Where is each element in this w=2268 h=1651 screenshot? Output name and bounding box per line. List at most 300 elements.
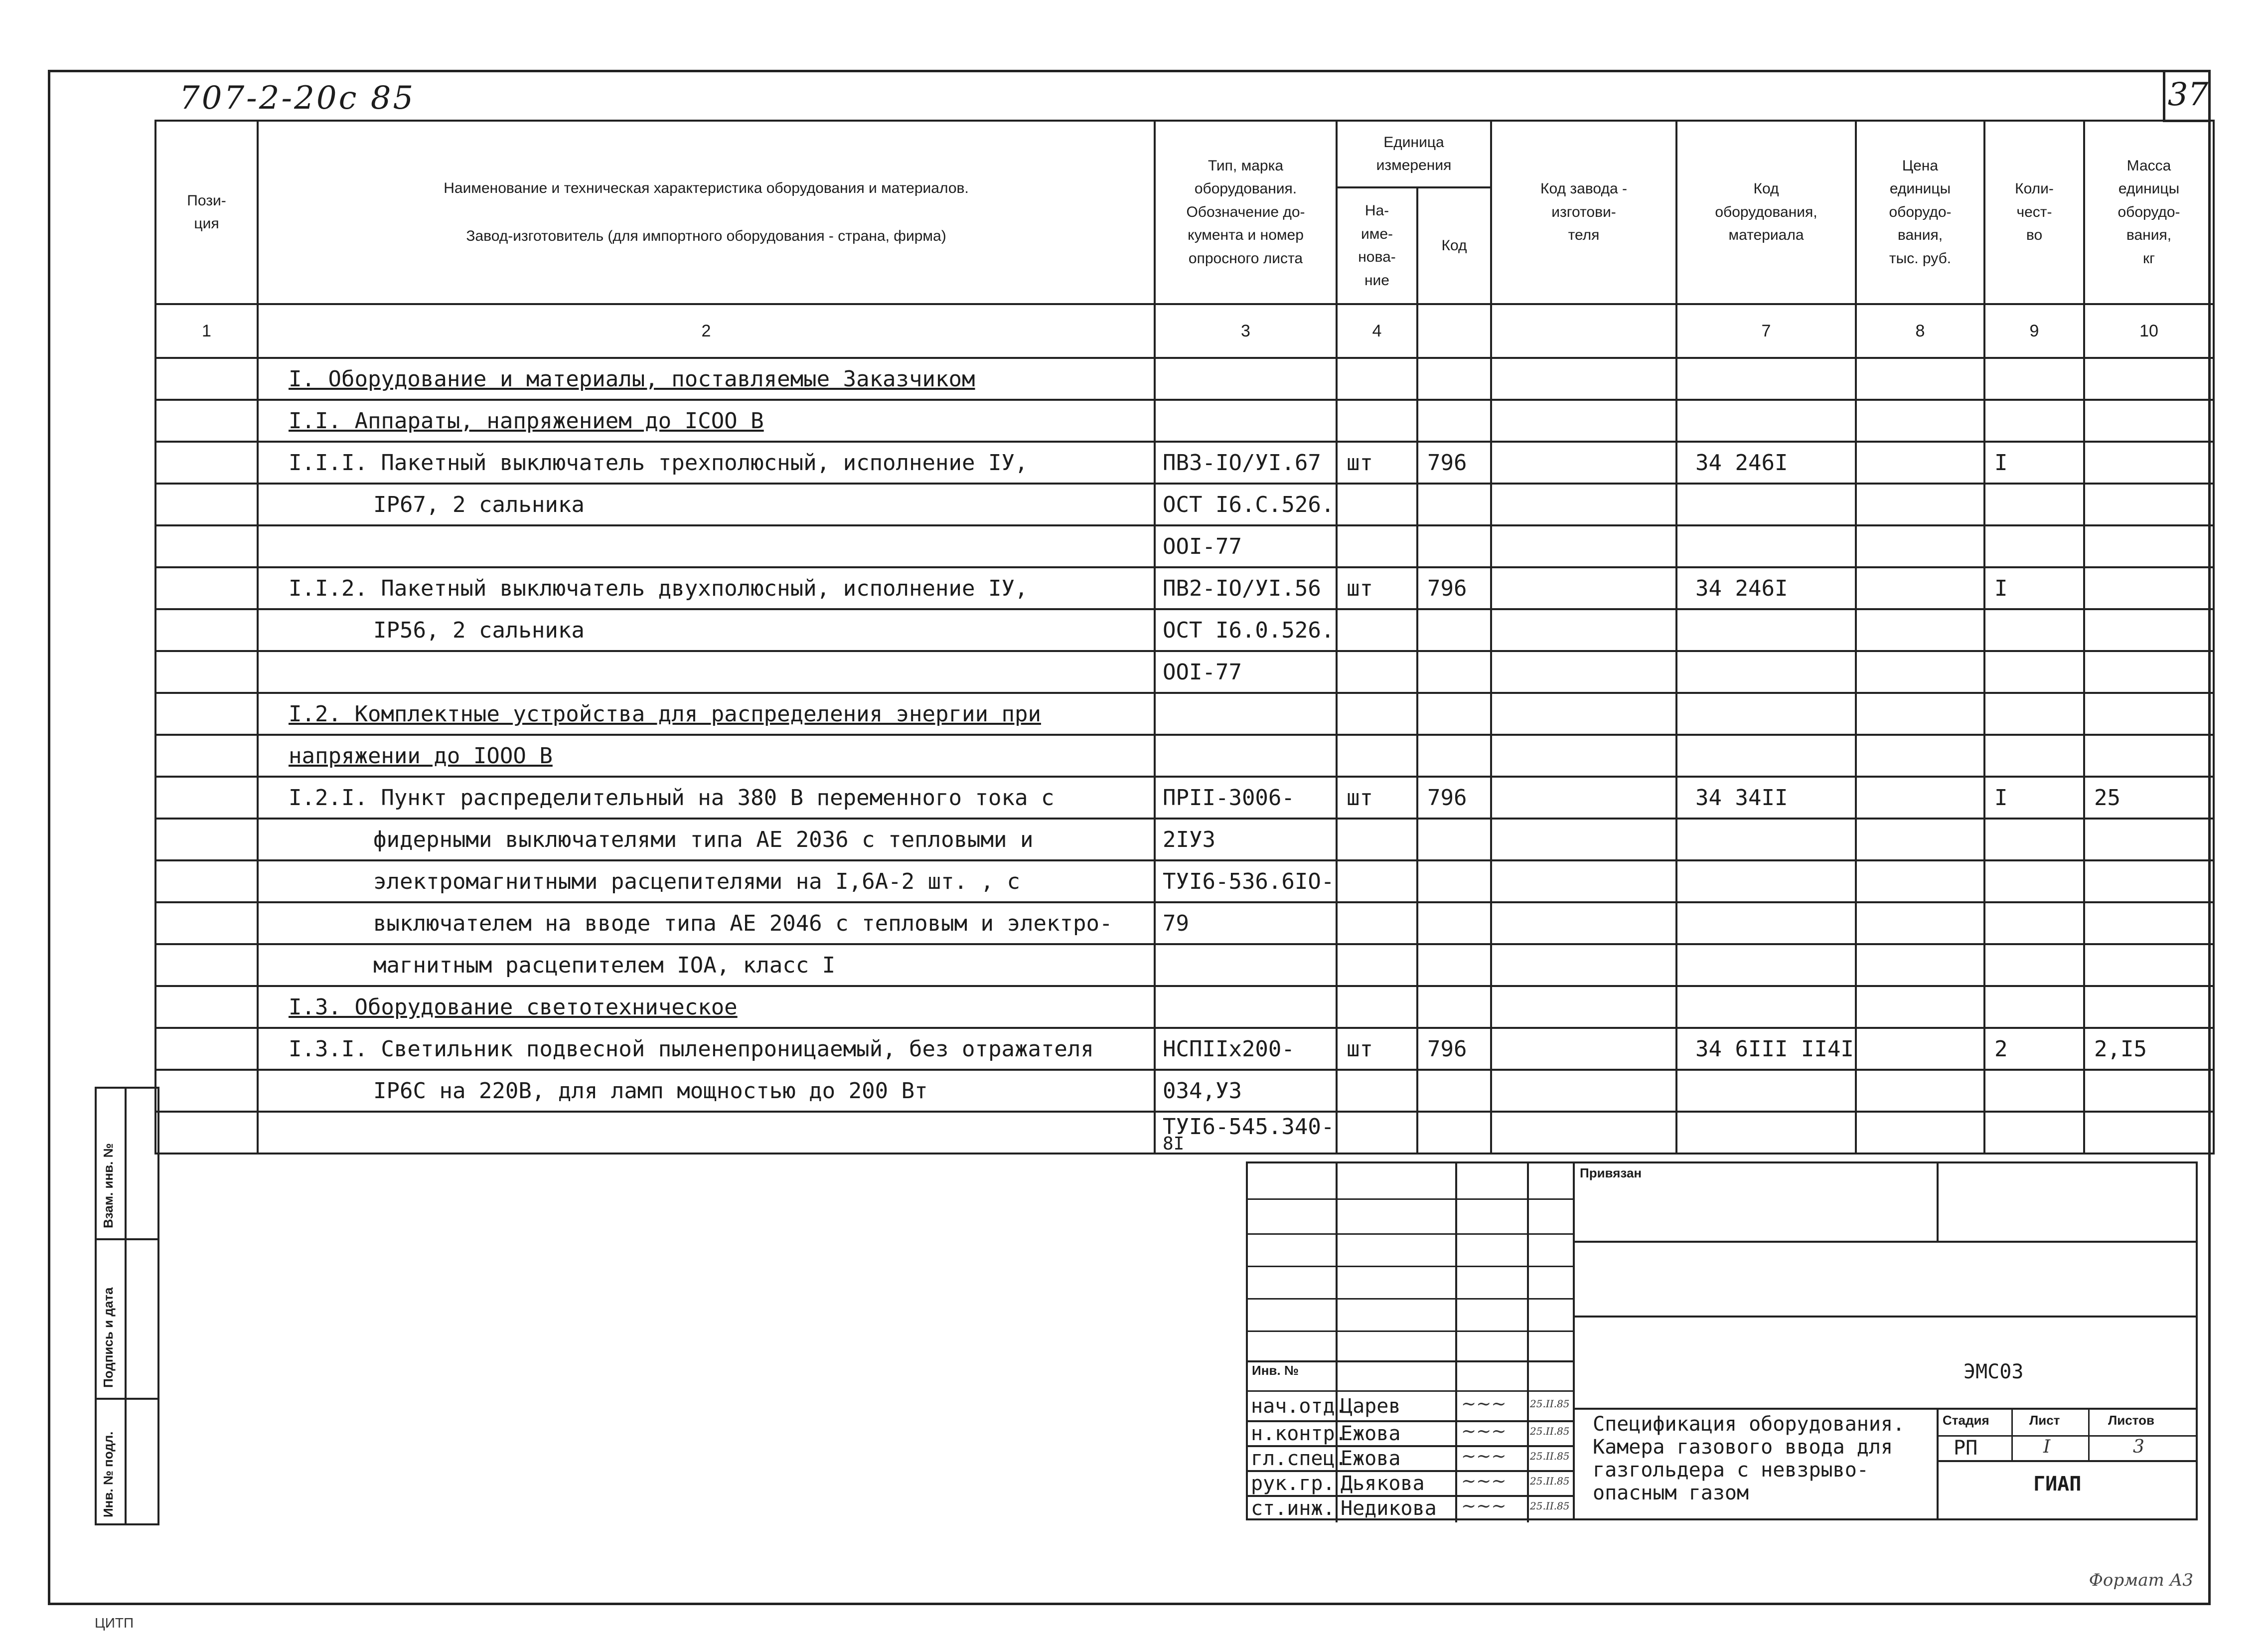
cell-mass <box>2084 567 2214 609</box>
cell-mass <box>2084 1112 2214 1154</box>
item-qty: I <box>1994 785 2008 811</box>
item-name: I.3.I. Светильник подвесной пыленепроницаемый, без отражателя <box>289 1036 1094 1062</box>
cell-type <box>1155 693 1337 735</box>
cell-unit <box>1337 1028 1417 1070</box>
cell-ocode <box>1676 944 1856 986</box>
cell-unit <box>1337 1070 1417 1112</box>
cell-code <box>1417 567 1491 609</box>
cell-mcode <box>1491 651 1676 693</box>
cell-mcode <box>1491 609 1676 651</box>
specification-table <box>154 120 2215 1155</box>
colnum-1: 1 <box>155 304 258 358</box>
cell-price <box>1856 819 1984 860</box>
cell-price <box>1856 651 1984 693</box>
signer-role: нач.отд. <box>1251 1395 1347 1418</box>
cell-qty <box>1984 693 2084 735</box>
cell-mcode <box>1491 400 1676 442</box>
document-title <box>1593 1413 1905 1504</box>
colnum-10: 10 <box>2084 304 2214 358</box>
cell-price <box>1856 358 1984 400</box>
cell-code <box>1417 902 1491 944</box>
cell-unit <box>1337 442 1417 484</box>
item-ocode: 34 34II <box>1695 785 1788 811</box>
cell-unit <box>1337 735 1417 777</box>
cell-ocode <box>1676 693 1856 735</box>
sheet-label: Лист <box>2029 1413 2060 1428</box>
cell-price <box>1856 484 1984 525</box>
cell-price <box>1856 400 1984 442</box>
cell-pos <box>155 1028 258 1070</box>
stage-label: Стадия <box>1943 1413 1989 1428</box>
table-row <box>155 1028 2214 1070</box>
column-number-row <box>155 304 2214 358</box>
cell-pos <box>155 400 258 442</box>
item-unit: шт <box>1347 450 1373 476</box>
cell-type <box>1155 484 1337 525</box>
signature-mark: ~~~ <box>1461 1446 1507 1467</box>
item-type: ПВ2-IО/УI.56 <box>1163 575 1321 601</box>
colnum-8: 8 <box>1856 304 1984 358</box>
cell-mcode <box>1491 693 1676 735</box>
cell-code <box>1417 400 1491 442</box>
cell-price <box>1856 944 1984 986</box>
cell-mcode <box>1491 442 1676 484</box>
hdr-c10-a: Масса <box>2126 157 2171 174</box>
title-line: опасным газом <box>1593 1482 1749 1504</box>
cell-mass <box>2084 442 2214 484</box>
item-type: ОСТ I6.С.526. <box>1163 492 1335 517</box>
cell-name <box>258 1070 1155 1112</box>
item-type: ООI-77 <box>1163 533 1242 559</box>
cell-type <box>1155 400 1337 442</box>
cell-code <box>1417 1070 1491 1112</box>
title-line: Камера газового ввода для <box>1593 1436 1893 1459</box>
cell-qty <box>1984 525 2084 567</box>
signer-name: Ежова <box>1341 1422 1401 1445</box>
cell-mass <box>2084 777 2214 819</box>
item-mass: 2,I5 <box>2094 1036 2147 1062</box>
item-ocode: 34 6III II4I <box>1695 1036 1854 1062</box>
cell-mcode <box>1491 944 1676 986</box>
cell-type <box>1155 651 1337 693</box>
item-unit: шт <box>1347 575 1373 601</box>
cell-unit <box>1337 902 1417 944</box>
item-name: электромагнитными расцепителями на I,6А-2 шт. , с <box>373 868 1021 894</box>
hdr-c7-b: оборудования, <box>1715 203 1817 220</box>
cell-code <box>1417 609 1491 651</box>
cell-qty <box>1984 358 2084 400</box>
cell-ocode <box>1676 442 1856 484</box>
cell-qty <box>1984 1028 2084 1070</box>
cell-mass <box>2084 819 2214 860</box>
cell-code <box>1417 735 1491 777</box>
cell-price <box>1856 567 1984 609</box>
item-name: IР67, 2 сальника <box>373 492 585 517</box>
margin-podpis-data: Подпись и дата <box>101 1287 116 1388</box>
hdr-c6-b: изготови- <box>1551 203 1616 220</box>
cell-mass <box>2084 1028 2214 1070</box>
cell-ocode <box>1676 1070 1856 1112</box>
hdr-c7-c: материала <box>1728 227 1804 244</box>
cell-unit <box>1337 944 1417 986</box>
item-unit: шт <box>1347 785 1373 811</box>
item-code: 796 <box>1427 1036 1467 1062</box>
cell-pos <box>155 609 258 651</box>
cell-mcode <box>1491 1070 1676 1112</box>
title-block-main <box>1573 1161 2198 1520</box>
margin-inv-vzam: Взам. инв. № <box>101 1143 116 1228</box>
colnum-2: 2 <box>258 304 1155 358</box>
table-row <box>155 1112 2214 1154</box>
cell-ocode <box>1676 735 1856 777</box>
hdr-c10-e: кг <box>2142 250 2155 267</box>
cell-unit <box>1337 651 1417 693</box>
cell-pos <box>155 819 258 860</box>
cell-unit <box>1337 358 1417 400</box>
cell-qty <box>1984 986 2084 1028</box>
cell-code <box>1417 442 1491 484</box>
stage-value: РП <box>1954 1437 1978 1460</box>
hdr-c3-d: кумента и номер <box>1188 227 1304 244</box>
cell-mcode <box>1491 1112 1676 1154</box>
item-type: ПРII-3006- <box>1163 785 1295 811</box>
signer-role: гл.спец. <box>1251 1447 1347 1470</box>
cell-type <box>1155 609 1337 651</box>
cell-price <box>1856 902 1984 944</box>
cell-name <box>258 1112 1155 1154</box>
item-name: I.I. Аппараты, напряжением до IСОО В <box>289 408 764 434</box>
header-mass <box>2084 121 2214 304</box>
cell-qty <box>1984 819 2084 860</box>
colnum-6 <box>1491 304 1676 358</box>
document-number: 707-2-20с 85 <box>179 80 416 117</box>
cell-mass <box>2084 860 2214 902</box>
table-row <box>155 735 2214 777</box>
cell-mcode <box>1491 902 1676 944</box>
cell-pos <box>155 1112 258 1154</box>
format-label: Формат А3 <box>2089 1570 2193 1590</box>
table-row <box>155 567 2214 609</box>
hdr-c10-d: вания, <box>2126 227 2172 244</box>
cell-unit <box>1337 777 1417 819</box>
header-type <box>1155 121 1337 304</box>
cell-mass <box>2084 609 2214 651</box>
item-type: ТУI6-536.6IО- <box>1163 868 1335 894</box>
item-name: I.I.I. Пакетный выключатель трехполюсный, исполнение IУ, <box>289 450 1028 476</box>
cell-qty <box>1984 484 2084 525</box>
cell-pos <box>155 1070 258 1112</box>
hdr-c10-c: оборудо- <box>2117 203 2180 220</box>
hdr-c8-a: Цена <box>1902 157 1939 174</box>
hdr-c4g-a: Единица <box>1383 134 1444 151</box>
header-equip-code <box>1676 121 1856 304</box>
cell-mcode <box>1491 819 1676 860</box>
cell-mcode <box>1491 777 1676 819</box>
item-code: 796 <box>1427 450 1467 476</box>
item-type: ОСТ I6.0.526. <box>1163 617 1335 643</box>
header-unit-group <box>1337 121 1491 187</box>
cell-mass <box>2084 735 2214 777</box>
cell-type <box>1155 986 1337 1028</box>
signature-mark: ~~~ <box>1461 1471 1507 1491</box>
title-line: газгольдера с невзрыво- <box>1593 1459 1869 1482</box>
hdr-c8-e: тыс. руб. <box>1889 250 1952 267</box>
cell-mass <box>2084 944 2214 986</box>
cell-price <box>1856 609 1984 651</box>
colnum-5 <box>1417 304 1491 358</box>
cell-type <box>1155 819 1337 860</box>
cell-qty <box>1984 735 2084 777</box>
cell-mass <box>2084 651 2214 693</box>
item-unit: шт <box>1347 1036 1373 1062</box>
cell-mcode <box>1491 525 1676 567</box>
cell-type <box>1155 735 1337 777</box>
sheet-number: 37 <box>2163 70 2211 122</box>
cell-ocode <box>1676 986 1856 1028</box>
header-qty <box>1984 121 2084 304</box>
table-row <box>155 484 2214 525</box>
cell-name <box>258 442 1155 484</box>
margin-stamp <box>95 1087 159 1525</box>
cell-name <box>258 609 1155 651</box>
cell-name <box>258 567 1155 609</box>
table-row <box>155 902 2214 944</box>
cell-type <box>1155 567 1337 609</box>
hdr-c8-d: вания, <box>1897 227 1943 244</box>
cell-mcode <box>1491 860 1676 902</box>
cell-unit <box>1337 860 1417 902</box>
item-type: 034,У3 <box>1163 1078 1242 1104</box>
table-row <box>155 525 2214 567</box>
cell-mcode <box>1491 567 1676 609</box>
hdr-c10-b: единицы <box>2118 180 2180 197</box>
cell-type <box>1155 358 1337 400</box>
cell-price <box>1856 693 1984 735</box>
cell-name <box>258 1028 1155 1070</box>
table-row <box>155 442 2214 484</box>
cell-mass <box>2084 358 2214 400</box>
cell-pos <box>155 442 258 484</box>
cell-code <box>1417 651 1491 693</box>
hdr-c4-c: нова- <box>1358 249 1396 265</box>
hdr-c9-a: Коли- <box>2015 180 2054 197</box>
hdr-c3-a: Тип, марка <box>1208 157 1284 174</box>
cell-name <box>258 777 1155 819</box>
item-name: I.I.2. Пакетный выключатель двухполюсный, исполнение IУ, <box>289 575 1028 601</box>
title-line: Спецификация оборудования. <box>1593 1413 1905 1436</box>
table-row <box>155 777 2214 819</box>
cell-qty <box>1984 609 2084 651</box>
cell-qty <box>1984 860 2084 902</box>
hdr-c8-c: оборудо- <box>1889 203 1952 220</box>
table-row <box>155 400 2214 442</box>
header-unit-name <box>1337 187 1417 304</box>
cell-qty <box>1984 442 2084 484</box>
cell-mass <box>2084 986 2214 1028</box>
item-name: выключателем на вводе типа АЕ 2046 с тепловым и электро- <box>373 910 1113 936</box>
title-block-signatures <box>1246 1161 1575 1520</box>
hdr-c4-d: ние <box>1364 272 1389 289</box>
hdr-c9-b: чест- <box>2016 203 2052 220</box>
cell-type <box>1155 902 1337 944</box>
cell-ocode <box>1676 860 1856 902</box>
hdr-c3-b: оборудования. <box>1194 180 1297 197</box>
cell-unit <box>1337 484 1417 525</box>
cell-price <box>1856 1028 1984 1070</box>
hdr-c4-b: име- <box>1361 225 1393 242</box>
cell-price <box>1856 442 1984 484</box>
cell-type <box>1155 860 1337 902</box>
cell-name <box>258 358 1155 400</box>
cell-pos <box>155 525 258 567</box>
item-name: I. Оборудование и материалы, поставляемые Заказчиком <box>289 366 975 392</box>
hdr-c9-c: во <box>2026 227 2043 244</box>
hdr-c1-a: Пози- <box>187 192 226 209</box>
item-ocode: 34 246I <box>1695 575 1788 601</box>
inv-no-label: Инв. № <box>1252 1363 1299 1378</box>
cell-name <box>258 944 1155 986</box>
cell-qty <box>1984 567 2084 609</box>
header-row <box>155 121 2214 187</box>
item-name: IР56, 2 сальника <box>373 617 585 643</box>
cell-mass <box>2084 693 2214 735</box>
cell-type <box>1155 777 1337 819</box>
cell-price <box>1856 1112 1984 1154</box>
cell-name <box>258 693 1155 735</box>
specification-body <box>155 358 2214 1154</box>
cell-qty <box>1984 944 2084 986</box>
item-type: ТУI6-545.340- <box>1163 1114 1335 1140</box>
cell-code <box>1417 358 1491 400</box>
item-qty: 2 <box>1994 1036 2008 1062</box>
header-position <box>155 121 258 304</box>
cell-pos <box>155 777 258 819</box>
cell-mass <box>2084 525 2214 567</box>
item-name: IР6С на 220В, для ламп мощностью до 200 Вт <box>373 1078 928 1104</box>
item-name: магнитным расцепителем IОА, класс I <box>373 952 836 978</box>
cell-name <box>258 735 1155 777</box>
hdr-c4g-b: измерения <box>1376 157 1452 173</box>
cell-code <box>1417 484 1491 525</box>
item-name: I.2.I. Пункт распределительный на 380 В переменного тока с <box>289 785 1055 811</box>
sheet-value: I <box>2043 1437 2051 1457</box>
cell-ocode <box>1676 609 1856 651</box>
cell-code <box>1417 1028 1491 1070</box>
signature-mark: ~~~ <box>1461 1496 1507 1516</box>
signer-date: 25.II.85 <box>1530 1425 1570 1437</box>
table-row <box>155 944 2214 986</box>
cell-code <box>1417 777 1491 819</box>
sheets-label: Листов <box>2108 1413 2154 1428</box>
cell-price <box>1856 735 1984 777</box>
cell-code <box>1417 986 1491 1028</box>
header-price <box>1856 121 1984 304</box>
cell-pos <box>155 986 258 1028</box>
cell-mass <box>2084 484 2214 525</box>
cell-pos <box>155 860 258 902</box>
cell-pos <box>155 735 258 777</box>
item-type: 79 <box>1163 910 1189 936</box>
item-code: 796 <box>1427 785 1467 811</box>
cell-name <box>258 651 1155 693</box>
cell-ocode <box>1676 525 1856 567</box>
hdr-c8-b: единицы <box>1889 180 1951 197</box>
cell-name <box>258 986 1155 1028</box>
header-maker-code <box>1491 121 1676 304</box>
signer-name: Недикова <box>1341 1497 1437 1520</box>
cell-price <box>1856 860 1984 902</box>
cell-unit <box>1337 400 1417 442</box>
item-qty: I <box>1994 450 2008 476</box>
cell-ocode <box>1676 777 1856 819</box>
cell-name <box>258 400 1155 442</box>
signer-name: Дьякова <box>1341 1472 1425 1495</box>
cell-name <box>258 902 1155 944</box>
document-code: ЭМС03 <box>1964 1360 2024 1383</box>
table-row <box>155 986 2214 1028</box>
cell-price <box>1856 986 1984 1028</box>
cell-unit <box>1337 986 1417 1028</box>
cell-ocode <box>1676 400 1856 442</box>
signer-date: 25.II.85 <box>1530 1475 1570 1487</box>
cell-name <box>258 860 1155 902</box>
cell-type <box>1155 442 1337 484</box>
item-name: напряжении до IООО В <box>289 743 553 769</box>
signer-name: Ежова <box>1341 1447 1401 1470</box>
item-type: ООI-77 <box>1163 659 1242 685</box>
header-unit-code: Код <box>1417 187 1491 304</box>
item-type: ПВ3-IО/УI.67 <box>1163 450 1321 476</box>
cell-unit <box>1337 1112 1417 1154</box>
cell-qty <box>1984 400 2084 442</box>
item-type: НСПIIх200- <box>1163 1036 1295 1062</box>
signer-role: н.контр. <box>1251 1422 1347 1445</box>
cell-unit <box>1337 693 1417 735</box>
cell-name <box>258 484 1155 525</box>
signer-date: 25.II.85 <box>1530 1500 1570 1512</box>
cell-ocode <box>1676 819 1856 860</box>
cell-price <box>1856 777 1984 819</box>
cell-pos <box>155 567 258 609</box>
table-row <box>155 693 2214 735</box>
hdr-c1-b: ция <box>194 215 219 232</box>
sheets-value: 3 <box>2133 1437 2144 1457</box>
cell-code <box>1417 525 1491 567</box>
table-row <box>155 819 2214 860</box>
hdr-c2-b: Завод-изготовитель (для импортного оборудования - страна, фирма) <box>466 228 946 244</box>
item-name: фидерными выключателями типа АЕ 2036 с тепловыми и <box>373 826 1034 852</box>
cell-qty <box>1984 777 2084 819</box>
cell-type <box>1155 944 1337 986</box>
cell-code <box>1417 693 1491 735</box>
cell-ocode <box>1676 567 1856 609</box>
cell-mcode <box>1491 358 1676 400</box>
cell-name <box>258 525 1155 567</box>
cell-price <box>1856 525 1984 567</box>
item-name: I.2. Комплектные устройства для распределения энергии при <box>289 701 1041 727</box>
signer-date: 25.II.85 <box>1530 1398 1570 1410</box>
item-name: I.3. Оборудование светотехническое <box>289 994 738 1020</box>
signature-mark: ~~~ <box>1461 1394 1507 1414</box>
cell-pos <box>155 484 258 525</box>
cell-ocode <box>1676 1028 1856 1070</box>
hdr-c3-e: опросного листа <box>1188 250 1303 267</box>
cell-mcode <box>1491 484 1676 525</box>
cell-unit <box>1337 525 1417 567</box>
item-code: 796 <box>1427 575 1467 601</box>
signer-date: 25.II.85 <box>1530 1450 1570 1462</box>
cell-code <box>1417 944 1491 986</box>
